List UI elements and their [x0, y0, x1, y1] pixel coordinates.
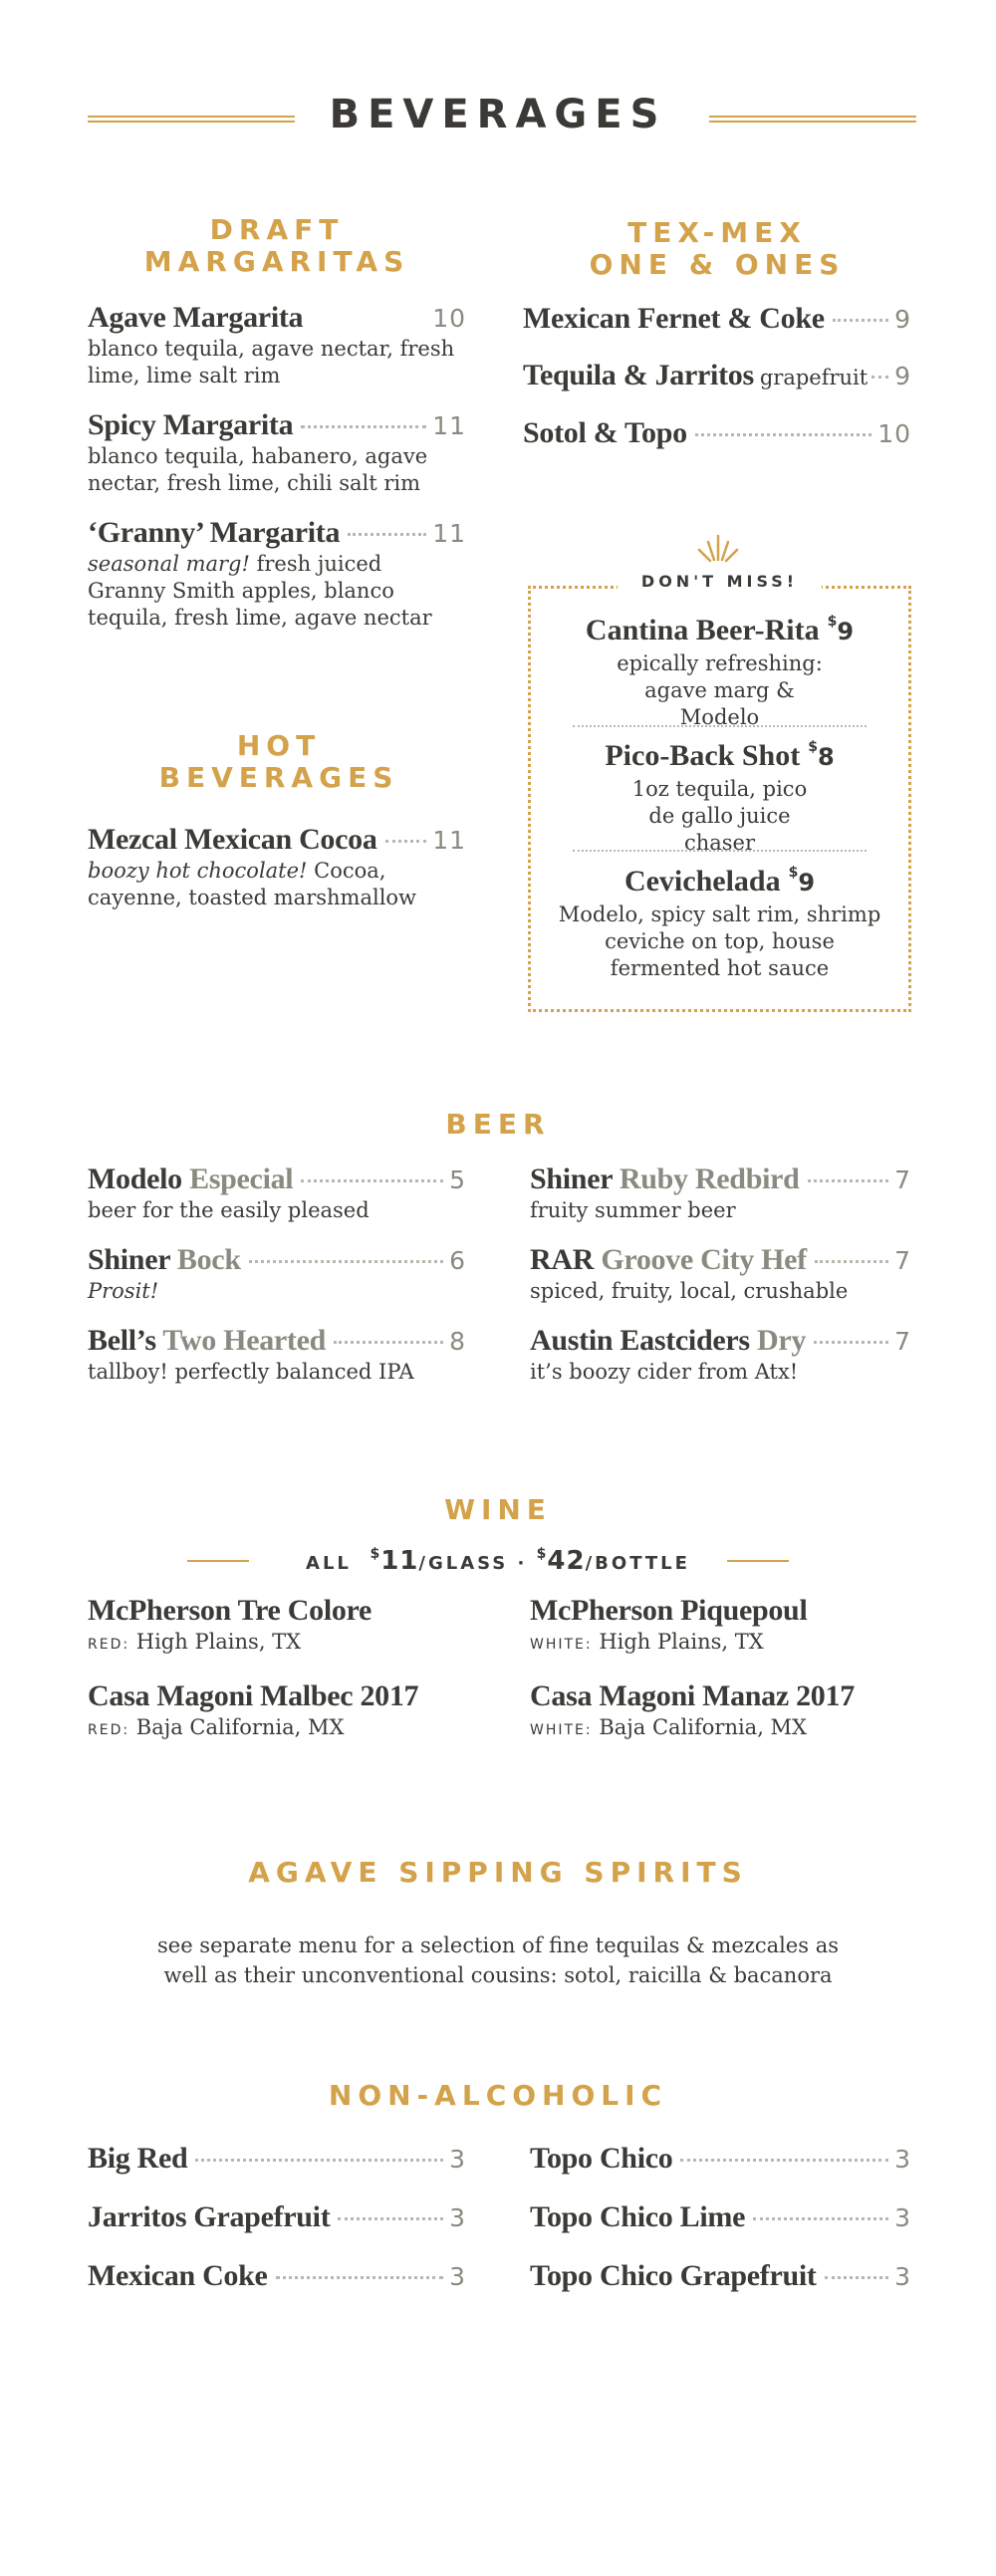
- item-name: Topo Chico: [530, 2142, 673, 2175]
- special-description: Modelo, spicy salt rim, shrimp ceviche on top, house fermented hot sauce: [558, 902, 881, 980]
- item-note: grapefruit: [759, 366, 869, 389]
- menu-item-sotol-topo: [523, 416, 911, 450]
- wine-mcpherson-tre-colore: [88, 1594, 486, 1659]
- item-description: [88, 858, 466, 911]
- leader-dots: [814, 1341, 888, 1344]
- leader-dots: [680, 2159, 888, 2162]
- item-name: Topo Chico Grapefruit: [530, 2259, 817, 2292]
- wine-type: RED:: [88, 1722, 130, 1738]
- item-name: Agave Margarita: [88, 301, 304, 334]
- item-description: [530, 1714, 928, 1744]
- non-alcoholic-heading: NON-ALCOHOLIC: [328, 2079, 668, 2112]
- item-price: 10: [877, 419, 911, 448]
- item-name: Jarritos Grapefruit: [88, 2200, 331, 2233]
- menu-item-agave-margarita: [88, 301, 466, 389]
- item-price: 9: [894, 305, 911, 334]
- leader-dots: [808, 1179, 889, 1182]
- item-name: Tequila & Jarritos: [523, 359, 754, 391]
- menu-item-mezcal-cocoa: [88, 823, 466, 911]
- item-name: [530, 1162, 800, 1196]
- special-cantina-beer-rita: [528, 614, 911, 731]
- item-price: 6: [449, 1246, 466, 1275]
- hot-beverages-heading: HOT BEVERAGES: [158, 729, 399, 795]
- agave-description: [100, 1931, 896, 1990]
- item-description: [88, 551, 466, 632]
- wine-region: High Plains, TX: [599, 1630, 764, 1654]
- page-title: BEVERAGES: [329, 92, 667, 137]
- bottle-label: /BOTTLE: [585, 1553, 690, 1574]
- bottle-price: 42: [547, 1546, 586, 1576]
- dont-miss-label: DON'T MISS!: [618, 572, 822, 591]
- na-jarritos-grapefruit: [88, 2200, 466, 2234]
- item-name: Mexican Coke: [88, 2259, 268, 2292]
- beer-brand: Modelo: [88, 1162, 182, 1195]
- leader-dots: [348, 533, 426, 536]
- leader-dots: [385, 840, 427, 843]
- special-name: Cantina Beer-Rita: [585, 614, 820, 646]
- leader-dots: [833, 319, 888, 322]
- item-name: Mexican Fernet & Coke: [523, 302, 825, 335]
- leader-dots: [301, 425, 426, 428]
- tex-mex-heading: [523, 217, 911, 281]
- beer-style: Dry: [756, 1324, 807, 1357]
- special-cevichelada: [528, 865, 911, 982]
- glass-price: 11: [380, 1546, 419, 1576]
- item-name: [88, 1162, 293, 1196]
- item-description: [88, 1278, 466, 1305]
- menu-item-granny-margarita: [88, 516, 466, 632]
- wine-all-label: ALL: [306, 1553, 352, 1574]
- wine-region: Baja California, MX: [135, 1715, 345, 1739]
- special-name: Pico-Back Shot: [605, 739, 801, 772]
- leader-dots: [195, 2159, 443, 2162]
- item-price: 11: [432, 519, 466, 548]
- leader-dots: [301, 1179, 443, 1182]
- item-price: 3: [894, 2203, 911, 2232]
- item-price: 9: [894, 362, 911, 390]
- item-name: [88, 1324, 326, 1358]
- beer-brand: Austin Eastciders: [530, 1324, 750, 1357]
- wine-mcpherson-piquepoul: [530, 1594, 928, 1659]
- item-price: 11: [432, 826, 466, 855]
- wine-casa-magoni-manaz: [530, 1679, 928, 1744]
- italic-note: seasonal marg!: [88, 552, 250, 576]
- item-name: ‘Granny’ Margarita: [88, 516, 341, 549]
- item-name: McPherson Tre Colore: [88, 1594, 373, 1627]
- item-price: 8: [449, 1327, 466, 1356]
- item-name: Spicy Margarita: [88, 408, 294, 441]
- desc-text: Prosit!: [88, 1279, 159, 1303]
- leader-dots: [276, 2276, 444, 2279]
- item-price: 10: [432, 304, 466, 333]
- italic-note: boozy hot chocolate!: [88, 859, 308, 883]
- na-big-red: [88, 2142, 466, 2176]
- item-name: Casa Magoni Malbec 2017: [88, 1679, 419, 1712]
- special-price: [788, 865, 816, 897]
- beer-brand: Bell’s: [88, 1324, 156, 1357]
- wine-pricing: [0, 1546, 996, 1576]
- sparkle-icon: [691, 532, 745, 566]
- beer-shiner-bock: [88, 1243, 466, 1305]
- item-price: 7: [894, 1327, 911, 1356]
- price-value: 8: [817, 743, 835, 771]
- item-name: Casa Magoni Manaz 2017: [530, 1679, 855, 1712]
- leader-dots: [338, 2217, 443, 2220]
- leader-dots: [753, 2217, 888, 2220]
- agave-desc-line2: well as their unconventional cousins: sotol, raicilla & bacanora: [163, 1963, 833, 1987]
- item-name: Topo Chico Lime: [530, 2200, 746, 2233]
- special-description: 1oz tequila, pico de gallo juice chaser: [631, 777, 808, 855]
- currency-symbol: $: [808, 739, 818, 755]
- tex-mex-heading-line2: ONE & ONES: [589, 248, 846, 282]
- item-name: McPherson Piquepoul: [530, 1594, 808, 1627]
- agave-heading: AGAVE SIPPING SPIRITS: [248, 1856, 748, 1889]
- currency-symbol: $: [536, 1546, 548, 1562]
- tex-mex-heading-line1: TEX-MEX: [627, 216, 807, 249]
- leader-dots: [249, 1260, 443, 1263]
- special-name: Cevichelada: [623, 865, 781, 898]
- item-description: blanco tequila, agave nectar, fresh lime, lime salt rim: [88, 337, 455, 387]
- item-price: 7: [894, 1246, 911, 1275]
- item-price: 3: [894, 2145, 911, 2174]
- special-divider: [573, 725, 867, 727]
- item-description: spiced, fruity, local, crushable: [530, 1279, 849, 1303]
- beer-modelo-especial: [88, 1162, 466, 1224]
- leader-dots: [815, 1260, 888, 1263]
- item-name: [88, 1243, 241, 1277]
- price-value: 9: [798, 869, 816, 897]
- beer-style: Especial: [189, 1162, 294, 1195]
- agave-desc-line1: see separate menu for a selection of fine tequilas & mezcales as: [157, 1933, 839, 1957]
- beer-style: Ruby Redbird: [619, 1162, 800, 1195]
- wine-type: WHITE:: [530, 1637, 593, 1653]
- menu-item-fernet-coke: [523, 302, 911, 336]
- item-price: 5: [449, 1165, 466, 1194]
- special-price: [827, 614, 855, 645]
- beer-bells-two-hearted: [88, 1324, 466, 1386]
- leader-dots: [695, 433, 872, 436]
- item-name: Sotol & Topo: [523, 416, 687, 449]
- beer-shiner-ruby-redbird: [530, 1162, 911, 1224]
- wine-region: High Plains, TX: [135, 1630, 302, 1654]
- beer-heading: BEER: [445, 1108, 551, 1141]
- separator-dot: ·: [517, 1553, 528, 1574]
- leader-dots: [825, 2276, 888, 2279]
- beer-style: Two Hearted: [162, 1324, 327, 1357]
- beer-austin-eastciders-dry: [530, 1324, 911, 1386]
- item-price: 11: [432, 411, 466, 440]
- menu-item-spicy-margarita: [88, 408, 466, 497]
- currency-symbol: $: [370, 1546, 381, 1562]
- item-name: [530, 1243, 807, 1277]
- item-description: [88, 1714, 486, 1744]
- special-description: epically refreshing: agave marg & Modelo: [617, 651, 823, 729]
- na-topo-chico-grapefruit: [530, 2259, 911, 2293]
- currency-symbol: $: [827, 614, 838, 630]
- item-description: blanco tequila, habanero, agave nectar, fresh lime, chili salt rim: [88, 444, 428, 495]
- item-price: 7: [894, 1165, 911, 1194]
- item-name: Mezcal Mexican Cocoa: [88, 823, 377, 856]
- special-pico-back-shot: [528, 739, 911, 857]
- wine-casa-magoni-malbec: [88, 1679, 486, 1744]
- currency-symbol: $: [788, 865, 799, 881]
- leader-dots: [872, 376, 888, 379]
- desc-text: Cocoa, cayenne, toasted marshmallow: [88, 859, 417, 909]
- wine-type: WHITE:: [530, 1722, 593, 1738]
- item-description: [530, 1629, 928, 1659]
- na-topo-chico-lime: [530, 2200, 911, 2234]
- wine-heading: WINE: [444, 1493, 552, 1526]
- item-description: tallboy! perfectly balanced IPA: [88, 1360, 414, 1384]
- item-description: it’s boozy cider from Atx!: [530, 1360, 799, 1384]
- wine-region: Baja California, MX: [599, 1715, 808, 1739]
- special-price: [808, 739, 835, 771]
- leader-dots: [334, 1341, 443, 1344]
- price-value: 9: [837, 618, 855, 645]
- special-divider: [573, 850, 867, 852]
- beer-brand: RAR: [530, 1243, 595, 1276]
- beer-brand: Shiner: [88, 1243, 170, 1276]
- glass-label: /GLASS: [418, 1553, 509, 1574]
- title-rule-right: [709, 116, 916, 123]
- menu-item-tequila-jarritos: [523, 359, 911, 392]
- na-mexican-coke: [88, 2259, 466, 2293]
- desc-text: fresh juiced Granny Smith apples, blanco tequila, fresh lime, agave nectar: [88, 552, 432, 630]
- item-price: 3: [449, 2203, 466, 2232]
- item-price: 3: [449, 2145, 466, 2174]
- item-description: fruity summer beer: [530, 1198, 736, 1222]
- item-price: 3: [894, 2262, 911, 2291]
- item-description: [88, 1629, 486, 1659]
- beer-brand: Shiner: [530, 1162, 613, 1195]
- na-topo-chico: [530, 2142, 911, 2176]
- item-price: 3: [449, 2262, 466, 2291]
- beer-style: Groove City Hef: [601, 1243, 807, 1276]
- draft-margaritas-heading: DRAFT MARGARITAS: [143, 213, 410, 279]
- item-description: beer for the easily pleased: [88, 1198, 370, 1222]
- wine-rule-right: [727, 1560, 789, 1562]
- wine-type: RED:: [88, 1637, 130, 1653]
- item-name: [530, 1324, 806, 1358]
- beer-style: Bock: [176, 1243, 241, 1276]
- item-name: Big Red: [88, 2142, 188, 2175]
- beer-rar-groove-city-hef: [530, 1243, 911, 1305]
